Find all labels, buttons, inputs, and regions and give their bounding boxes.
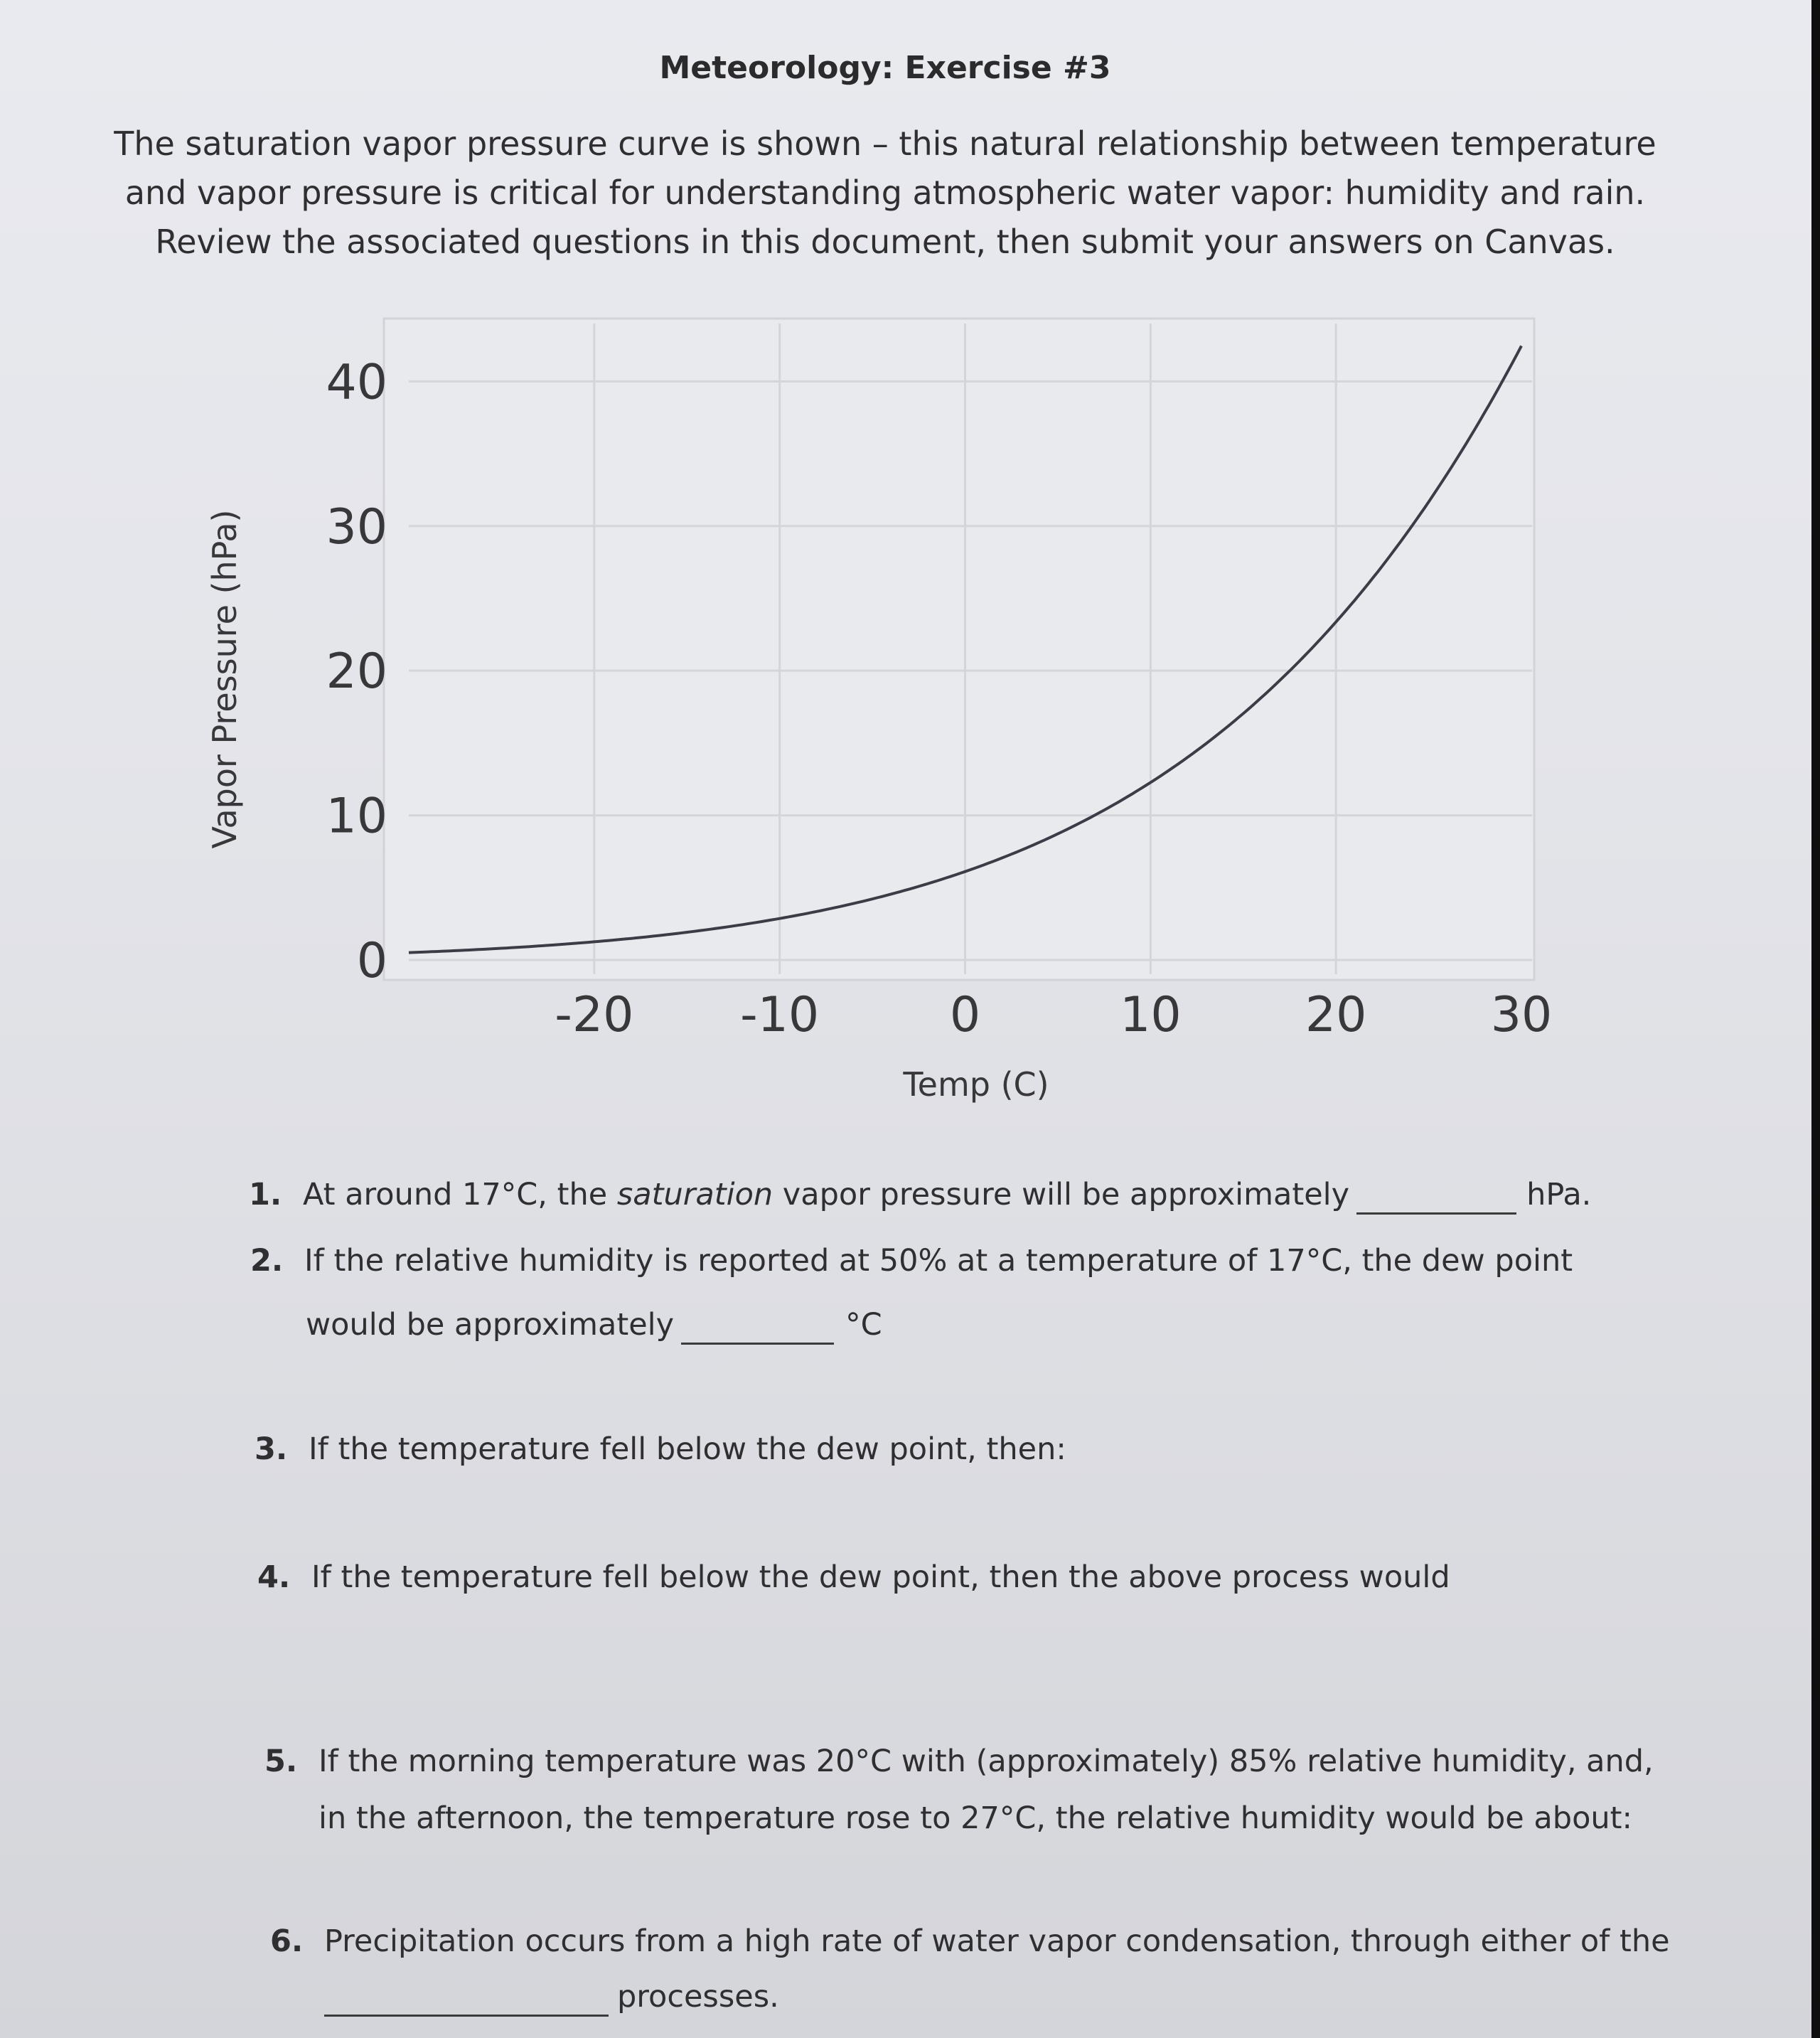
y-axis-title: Vapor Pressure (hPa) [205,509,244,849]
intro-line: The saturation vapor pressure curve is shown – this natural relationship between temperature [114,124,1656,163]
question-text: Precipitation occurs from a high rate of water vapor condensation, through either of the [324,1924,1670,1959]
question-text [303,1177,1591,1215]
question-text: If the temperature fell below the dew point, then: [309,1431,1066,1467]
question-text-part: At around 17°C, the [303,1177,617,1212]
answer-unit: °C [845,1307,882,1343]
question-number: 1. [249,1177,282,1212]
question-text: If the temperature fell below the dew point, then the above process would [311,1559,1450,1595]
y-tick-label: 30 [326,498,387,555]
x-tick-label: 30 [1490,987,1553,1043]
x-tick-label: 0 [949,987,981,1043]
question-text-continued [324,1979,779,2017]
answer-blank[interactable] [1356,1177,1516,1215]
question-text: If the relative humidity is reported at 50% at a temperature of 17°C, the dew point [304,1243,1573,1279]
y-tick-label: 40 [326,354,387,411]
intro-line: Review the associated questions in this document, then submit your answers on Canvas. [155,223,1615,261]
answer-blank[interactable] [681,1307,834,1345]
answer-unit: hPa. [1526,1177,1592,1212]
y-tick-label: 10 [326,788,387,845]
question-text-continued [306,1307,882,1345]
x-tick-label: 10 [1120,987,1182,1043]
intro-line: and vapor pressure is critical for understanding atmospheric water vapor: humidity and rain. [124,174,1646,212]
question-text-part: processes. [617,1979,779,2015]
question-number: 3. [255,1431,288,1467]
question-number: 6. [270,1924,304,1959]
document-title: Meteorology: Exercise #3 [659,50,1111,86]
y-tick-label: 20 [326,644,387,700]
question-number: 2. [250,1243,284,1279]
question-number: 5. [264,1744,298,1779]
question-text-part: vapor pressure will be approximately [773,1177,1350,1212]
x-axis-title: Temp (C) [903,1065,1049,1104]
question-text-part: would be approximately [306,1307,675,1343]
question-emphasis: saturation [616,1177,774,1212]
question-number: 4. [257,1559,291,1595]
x-tick-label: -20 [555,987,634,1043]
answer-blank[interactable] [324,1979,609,2017]
y-tick-label: 0 [356,933,387,989]
question-text: If the morning temperature was 20°C with (approximately) 85% relative humidity, and, [318,1744,1654,1779]
x-tick-label: 20 [1305,987,1367,1043]
x-tick-label: -10 [740,987,820,1043]
question-text-continued: in the afternoon, the temperature rose to 27°C, the relative humidity would be about: [318,1800,1632,1836]
